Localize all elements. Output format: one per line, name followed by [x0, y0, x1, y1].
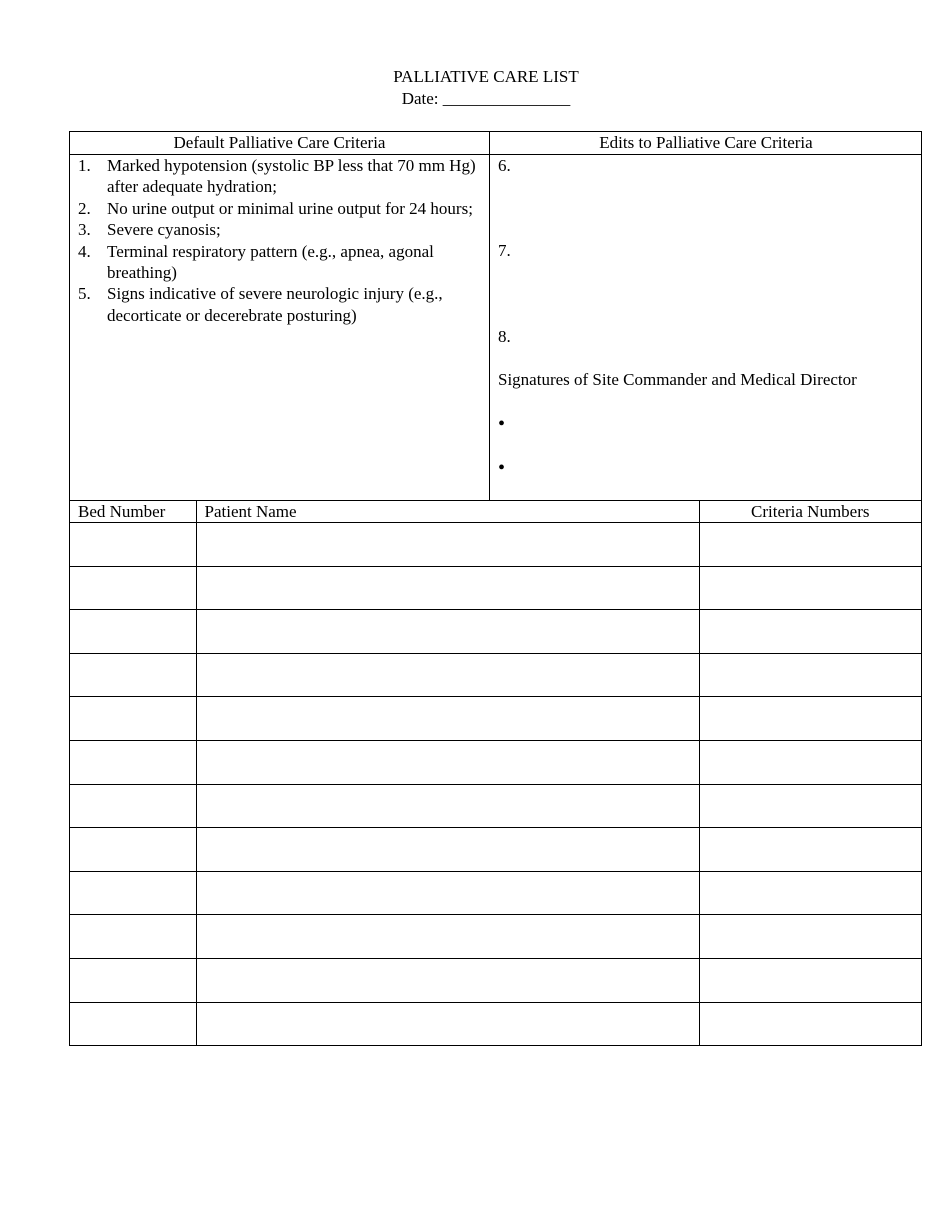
criteria-item-3 — [78, 219, 483, 240]
bed-number-cell[interactable] — [70, 784, 196, 828]
criteria-item-1 — [78, 155, 483, 198]
table-row — [70, 566, 921, 610]
bed-number-cell[interactable] — [70, 566, 196, 610]
criteria-text: Signs indicative of severe neurologic injury (e.g., decorticate or decerebrate posturing) — [107, 284, 443, 325]
criteria-number: 3. — [78, 220, 91, 240]
bed-number-cell[interactable] — [70, 1002, 196, 1045]
patient-name-cell[interactable] — [196, 958, 699, 1002]
criteria-numbers-cell[interactable] — [699, 871, 921, 915]
patient-name-cell[interactable] — [196, 653, 699, 697]
criteria-item-5 — [78, 283, 483, 326]
bed-number-cell[interactable] — [70, 871, 196, 915]
criteria-numbers-cell[interactable] — [699, 740, 921, 784]
patient-name-cell[interactable] — [196, 1002, 699, 1045]
table-row — [70, 610, 921, 654]
criteria-text: Severe cyanosis; — [107, 220, 221, 240]
criteria-numbers-cell[interactable] — [699, 828, 921, 872]
table-row — [70, 828, 921, 872]
date-line: Date: _______________ — [401, 89, 571, 108]
signature-bullet-2: • — [498, 457, 506, 479]
criteria-numbers-cell[interactable] — [699, 566, 921, 610]
criteria-text: No urine output or minimal urine output for 24 hours; — [107, 198, 473, 218]
patient-name-cell[interactable] — [196, 828, 699, 872]
table-row — [70, 653, 921, 697]
edit-criteria-7: 7. — [498, 241, 511, 260]
table-row — [70, 871, 921, 915]
criteria-numbers-cell[interactable] — [699, 697, 921, 741]
edit-criteria-8: 8. — [498, 327, 511, 346]
criteria-number: 5. — [78, 284, 91, 304]
criteria-numbers-cell[interactable] — [699, 1002, 921, 1045]
criteria-numbers-cell[interactable] — [699, 653, 921, 697]
criteria-item-4 — [78, 241, 483, 284]
patient-name-cell[interactable] — [196, 784, 699, 828]
criteria-numbers-cell[interactable] — [699, 523, 921, 567]
patient-table — [69, 500, 922, 1046]
default-criteria-list — [78, 155, 483, 326]
patient-name-cell[interactable] — [196, 566, 699, 610]
bed-number-cell[interactable] — [70, 740, 196, 784]
criteria-numbers-cell[interactable] — [699, 784, 921, 828]
bed-number-cell[interactable] — [70, 523, 196, 567]
criteria-numbers-cell[interactable] — [699, 915, 921, 959]
table-row — [70, 784, 921, 828]
column-bed-number: Bed Number — [70, 501, 196, 523]
page-title: PALLIATIVE CARE LIST — [393, 67, 579, 86]
edits-criteria-header: Edits to Palliative Care Criteria — [599, 133, 813, 152]
patient-name-cell[interactable] — [196, 871, 699, 915]
bed-number-cell[interactable] — [70, 915, 196, 959]
signatures-label: Signatures of Site Commander and Medical Director — [498, 370, 857, 389]
patient-name-cell[interactable] — [196, 610, 699, 654]
criteria-table — [69, 131, 922, 501]
table-row — [70, 958, 921, 1002]
table-row — [70, 915, 921, 959]
patient-table-header — [70, 501, 921, 523]
criteria-text: Marked hypotension (systolic BP less that 70 mm Hg) after adequate hydration; — [107, 156, 476, 197]
patient-name-cell[interactable] — [196, 523, 699, 567]
default-criteria-header: Default Palliative Care Criteria — [173, 133, 386, 152]
signature-bullet-1: • — [498, 413, 506, 435]
criteria-numbers-cell[interactable] — [699, 958, 921, 1002]
table-row — [70, 1002, 921, 1045]
bed-number-cell[interactable] — [70, 958, 196, 1002]
patient-name-cell[interactable] — [196, 740, 699, 784]
criteria-numbers-cell[interactable] — [699, 610, 921, 654]
bed-number-cell[interactable] — [70, 828, 196, 872]
criteria-item-2 — [78, 198, 483, 219]
criteria-number: 1. — [78, 156, 91, 175]
bed-number-cell[interactable] — [70, 610, 196, 654]
bed-number-cell[interactable] — [70, 653, 196, 697]
table-row — [70, 523, 921, 567]
criteria-number: 4. — [78, 241, 91, 261]
criteria-text: Terminal respiratory pattern (e.g., apnea, agonal breathing) — [107, 241, 434, 283]
criteria-number: 2. — [78, 198, 91, 218]
criteria-column-divider — [489, 132, 490, 500]
table-row — [70, 740, 921, 784]
bed-number-cell[interactable] — [70, 697, 196, 741]
patient-name-cell[interactable] — [196, 697, 699, 741]
column-patient-name: Patient Name — [196, 501, 699, 523]
edit-criteria-6: 6. — [498, 156, 511, 175]
column-criteria-numbers: Criteria Numbers — [699, 501, 921, 523]
patient-name-cell[interactable] — [196, 915, 699, 959]
table-row — [70, 697, 921, 741]
